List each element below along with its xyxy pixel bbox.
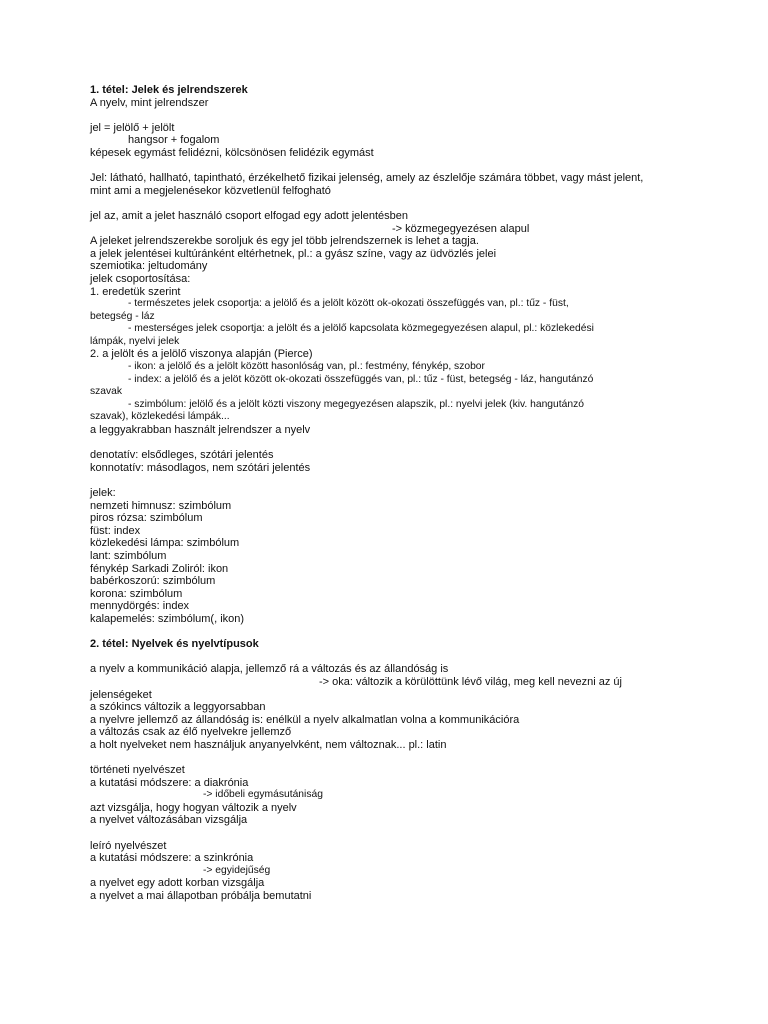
text-line: piros rózsa: szimbólum bbox=[90, 512, 203, 525]
text-line: szavak bbox=[90, 386, 123, 398]
blank-line bbox=[90, 109, 690, 122]
text-line: a kutatási módszere: a diakrónia bbox=[90, 776, 249, 789]
text-line: szavak), közlekedési lámpák... bbox=[90, 411, 230, 423]
text-line: korona: szimbólum bbox=[90, 587, 183, 600]
text-line: leíró nyelvészet bbox=[90, 839, 167, 852]
text-line: - mesterséges jelek csoportja: a jelölt és a jelölő kapcsolata közmegegyezésen alapul, pl.: közlekedési bbox=[128, 323, 594, 335]
text-line: -> közmegegyezésen alapul bbox=[392, 222, 530, 235]
text-line: jelek: bbox=[90, 487, 116, 499]
text-line: kalapemelés: szimbólum(, ikon) bbox=[90, 612, 245, 625]
text-line: jelek csoportosítása: bbox=[90, 272, 191, 285]
text-line: lámpák, nyelvi jelek bbox=[90, 335, 180, 347]
text-line: a holt nyelveket nem használjuk anyanyelvként, nem változnak... pl.: latin bbox=[90, 738, 447, 751]
text-line: - index: a jelölő és a jelöt között ok-okozati összefüggés van, pl.: tűz - füst, betegség - láz, hangutánzó bbox=[128, 373, 594, 385]
text-line: a nyelvet változásában vizsgálja bbox=[90, 814, 248, 827]
text-line: 1. eredetük szerint bbox=[90, 285, 181, 298]
text-line: jel az, amit a jelet használó csoport elfogad egy adott jelentésben bbox=[90, 209, 408, 222]
text-line: szemiotika: jeltudomány bbox=[90, 260, 208, 273]
text-line: a változás csak az élő nyelvekre jellemző bbox=[90, 726, 292, 739]
blank-line bbox=[90, 197, 690, 210]
text-line: történeti nyelvészet bbox=[90, 764, 185, 777]
text-line: -> időbeli egymásutániság bbox=[203, 789, 323, 801]
text-line: betegség - láz bbox=[90, 310, 155, 322]
text-line: közlekedési lámpa: szimbólum bbox=[90, 537, 240, 550]
text-line: a nyelvre jellemző az állandóság is: enélkül a nyelv alkalmatlan volna a kommunikációra bbox=[90, 713, 520, 726]
text-line: nemzeti himnusz: szimbólum bbox=[90, 499, 232, 512]
text-line: -> egyidejűség bbox=[203, 864, 271, 876]
text-line: -> oka: változik a körülöttünk lévő világ, meg kell nevezni az új bbox=[319, 675, 622, 688]
text-line: füst: index bbox=[90, 524, 141, 537]
text-line: jelenségeket bbox=[90, 688, 152, 701]
section-heading: 1. tétel: Jelek és jelrendszerek bbox=[90, 84, 248, 96]
text-line: a jelek jelentései kultúránként eltérhetnek, pl.: a gyász színe, vagy az üdvözlés jelei bbox=[90, 247, 497, 260]
text-line: a kutatási módszere: a szinkrónia bbox=[90, 852, 254, 865]
text-line: lant: szimbólum bbox=[90, 549, 167, 562]
text-line: a szókincs változik a leggyorsabban bbox=[90, 701, 266, 714]
document-page bbox=[90, 84, 690, 903]
blank-line bbox=[90, 751, 690, 764]
text-line: mint ami a megjelenésekor közvetlenül felfogható bbox=[90, 184, 331, 197]
text-line: mennydörgés: index bbox=[90, 600, 190, 613]
blank-line bbox=[90, 160, 690, 173]
text-line: Jel: látható, hallható, tapintható, érzékelhető fizikai jelenség, amely az észlelője számára többet, vagy mást jelent, bbox=[90, 172, 644, 185]
text-line: a nyelvet egy adott korban vizsgálja bbox=[90, 877, 265, 890]
text-line: A nyelv, mint jelrendszer bbox=[90, 96, 209, 109]
text-line: konnotatív: másodlagos, nem szótári jelentés bbox=[90, 461, 311, 474]
text-line: A jeleket jelrendszerekbe soroljuk és egy jel több jelrendszernek is lehet a tagja. bbox=[90, 235, 479, 248]
blank-line bbox=[90, 474, 690, 487]
blank-line bbox=[90, 827, 690, 840]
text-line: a nyelvet a mai állapotban próbálja bemutatni bbox=[90, 890, 312, 902]
text-line: babérkoszorú: szimbólum bbox=[90, 575, 216, 588]
text-line: denotatív: elsődleges, szótári jelentés bbox=[90, 449, 274, 462]
text-line: hangsor + fogalom bbox=[128, 134, 220, 147]
text-line: jel = jelölő + jelölt bbox=[90, 121, 175, 134]
blank-line bbox=[90, 651, 690, 664]
blank-line bbox=[90, 626, 690, 639]
text-line: fénykép Sarkadi Zoliról: ikon bbox=[90, 562, 229, 575]
text-line: a leggyakrabban használt jelrendszer a nyelv bbox=[90, 424, 311, 437]
text-line: - ikon: a jelölő és a jelölt között hasonlóság van, pl.: festmény, fénykép, szobor bbox=[128, 361, 485, 373]
text-line: - természetes jelek csoportja: a jelölő és a jelölt között ok-okozati összefüggés van, pl.: tűz - füst, bbox=[128, 298, 569, 310]
text-line: azt vizsgálja, hogy hogyan változik a nyelv bbox=[90, 801, 297, 814]
text-line: a nyelv a kommunikáció alapja, jellemző rá a változás és az állandóság is bbox=[90, 663, 449, 676]
text-line: képesek egymást felidézni, kölcsönösen felidézik egymást bbox=[90, 146, 374, 159]
text-line: - szimbólum: jelölő és a jelölt közti viszony megegyezésen alapszik, pl.: nyelvi jelek (kiv. hangutánzó bbox=[128, 398, 584, 410]
text-line: 2. a jelölt és a jelölő viszonya alapján (Pierce) bbox=[90, 348, 313, 361]
section-heading: 2. tétel: Nyelvek és nyelvtípusok bbox=[90, 638, 259, 651]
blank-line bbox=[90, 437, 690, 450]
